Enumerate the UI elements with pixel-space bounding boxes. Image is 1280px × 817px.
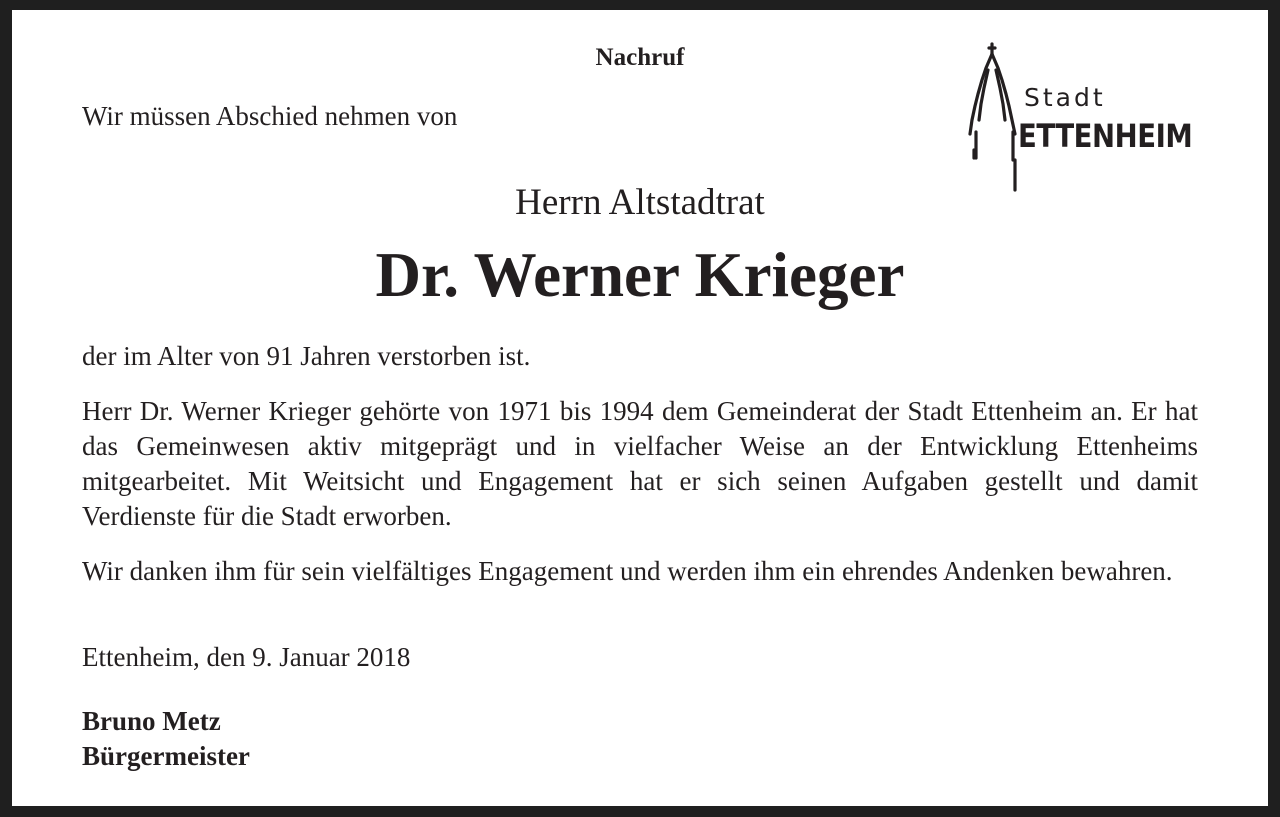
place-date-line: Ettenheim, den 9. Januar 2018	[82, 642, 411, 672]
logo-word-city: ETTENHEIM	[1018, 117, 1193, 155]
signatory-title: Bürgermeister	[82, 741, 250, 771]
signatory-name: Bruno Metz	[82, 706, 221, 736]
biography-paragraph: Herr Dr. Werner Krieger gehörte von 1971 bis 1994 dem Gemeinderat der Stadt Ettenheim an. Er hat das Gemeinwesen aktiv mitgeprägt und in vielfacher Weise an der Entwicklung Ettenheims mitgearbeitet. Mit Weitsicht und Engagement hat er sich seinen Aufgaben gestellt und damit Verdienste für die Stadt erworben.	[82, 396, 1198, 531]
intro-line: Wir müssen Abschied nehmen von	[82, 101, 458, 131]
thanks-paragraph: Wir danken ihm für sein vielfältiges Engagement und werden ihm ein ehrendes Andenken bewahren.	[82, 556, 1173, 586]
honorific-title: Herrn Altstadtrat	[515, 182, 765, 223]
deceased-name: Dr. Werner Krieger	[375, 240, 905, 310]
age-paragraph: der im Alter von 91 Jahren verstorben ist.	[82, 341, 531, 371]
logo-word-stadt: Stadt	[1024, 83, 1106, 112]
heading-text: Nachruf	[595, 44, 685, 71]
